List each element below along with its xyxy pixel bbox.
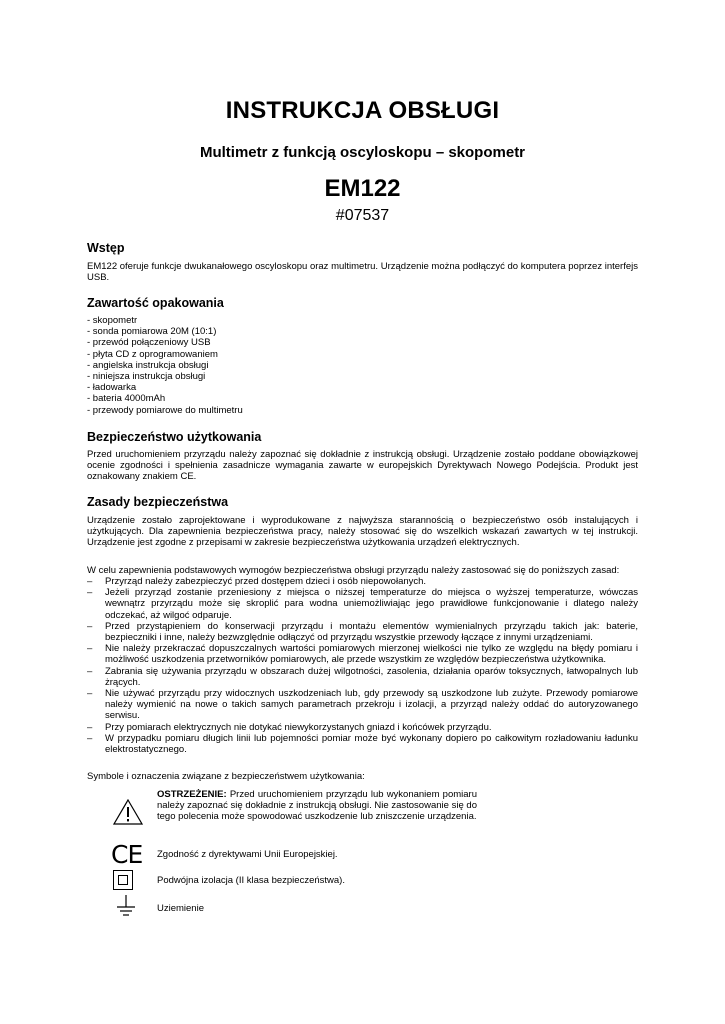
product-code: #07537 [335, 207, 390, 224]
usage-safety-heading: Bezpieczeństwo użytkowania [87, 430, 262, 444]
list-item [87, 643, 638, 665]
list-item: - przewody pomiarowe do multimetru [87, 404, 243, 416]
list-item: - ładowarka [87, 382, 137, 394]
list-item: - bateria 4000mAh [87, 393, 166, 405]
list-item: - niniejsza instrukcja obsługi [87, 371, 206, 383]
safety-rules-list [87, 576, 638, 755]
safety-rules-text: Urządzenie zostało zaprojektowane i wyprodukowane z najwyższa starannością o bezpieczeństwo osób instalujących i użytkujących. Dla zapewnienia bezpieczeństwa pracy, należy stosować się do wszelkich wskazań zawartych w tej instrukcji. Urządzenie jest zgodne z przepisami w zakresie bezpieczeństwa użytkowania urządzeń elektrycznych. [87, 515, 638, 549]
safety-rules-heading: Zasady bezpieczeństwa [87, 495, 229, 509]
dash-bullet: – [87, 587, 93, 599]
document-title: INSTRUKCJA OBSŁUGI [225, 97, 500, 124]
dash-bullet: – [87, 576, 93, 587]
warning-triangle-icon [113, 799, 143, 825]
double-insulation-icon [113, 870, 133, 890]
contents-heading: Zawartość opakowania [87, 296, 224, 310]
rule-text: Zabrania się używania przyrządu w obszarach dużej wilgotności, zasolenia, działania oparów toksycznych, łatwopalnych lub żrących. [105, 665, 638, 688]
rule-text: Przyrząd należy zabezpieczyć przed dostępem dzieci i osób niepowołanych. [105, 576, 427, 587]
rule-text: Przed przystąpieniem do konserwacji przyrządu i montażu elementów wymienialnych przyrządu takich jak: baterie, bezpieczniki i inne, należy bezwzględnie odłączyć od przyrządu wszystkie przewody łączące z innymi urządzeniami. [105, 620, 638, 644]
intro-heading: Wstęp [87, 241, 125, 255]
dash-bullet: – [87, 665, 93, 677]
dash-bullet: – [87, 620, 93, 632]
model-name: EM122 [324, 175, 401, 202]
ground-icon [115, 894, 137, 918]
list-item [87, 621, 638, 643]
list-item [87, 733, 638, 755]
ground-description: Uziemienie [157, 903, 204, 914]
dash-bullet: – [87, 732, 93, 744]
contents-list [87, 315, 243, 416]
list-item [87, 666, 638, 688]
ce-description: Zgodność z dyrektywami Unii Europejskiej. [157, 849, 338, 860]
double-insulation-description: Podwójna izolacja (II klasa bezpieczeństwa). [157, 875, 345, 886]
list-item [87, 576, 638, 587]
rule-text: Przy pomiarach elektrycznych nie dotykać niewykorzystanych gniazd i końcówek przyrządu. [105, 721, 492, 733]
safety-rules-lead: W celu zapewnienia podstawowych wymogów bezpieczeństwa obsługi przyrządu należy zastosować się do poniższych zasad: [87, 565, 620, 576]
rule-text: W przypadku pomiaru długich linii lub pojemności pomiar może być wykonany dopiero po całkowitym rozładowaniu ładunku elektrostatycznego. [105, 732, 638, 756]
rule-text: Nie używać przyrządu przy widocznych uszkodzeniach lub, gdy przewody są uszkodzone lub zużyte. Przewody pomiarowe należy wymienić na nowe o takich samych parametrach przekroju i izolacji, a przyrząd należy oddać do autoryzowanego serwisu. [105, 688, 638, 722]
rule-text: Jeżeli przyrząd zostanie przeniesiony z miejsca o niższej temperaturze do miejsca o wyższej temperaturze, wówczas wewnątrz przyrządu może się skroplić para wodna uniemożliwiając jego prawidłowe funkcjonowanie i dlatego należy odczekać, aż wilgoć odparuje. [105, 587, 638, 621]
dash-bullet: – [87, 643, 93, 655]
warning-description [157, 789, 477, 823]
usage-safety-text: Przed uruchomieniem przyrządu należy zapoznać się dokładnie z instrukcją obsługi. Urządzenie zostało poddane obowiązkowej ocenie zgodności i spełnienia zasadnicze wymagania zawarte w europejskich Dyrektywach Nowego Podejścia. Produkt jest oznakowany znakiem CE. [87, 449, 638, 483]
list-item: - przewód połączeniowy USB [87, 337, 211, 349]
list-item: - sonda pomiarowa 20M (10:1) [87, 326, 217, 338]
list-item: - skopometr [87, 315, 138, 326]
warning-text: Przed uruchomieniem przyrządu lub wykonaniem pomiaru należy zapoznać się dokładnie z instrukcją obsługi. Nie zastosowanie się do tego polecenia może spowodować uszkodzenie lub zniszczenie urządzenia. [157, 789, 477, 823]
ce-mark-icon: CE [111, 840, 143, 869]
list-item [87, 587, 638, 621]
intro-text: EM122 oferuje funkcje dwukanałowego oscyloskopu oraz multimetru. Urządzenie można podłączyć do komputera poprzez interfejs USB. [87, 261, 638, 284]
dash-bullet: – [87, 688, 93, 700]
document-subtitle: Multimetr z funkcją oscyloskopu – skopometr [199, 144, 526, 161]
list-item [87, 688, 638, 722]
dash-bullet: – [87, 721, 93, 733]
warning-label: OSTRZEŻENIE: [157, 789, 227, 800]
rule-text: Nie należy przekraczać dopuszczalnych wartości pomiarowych mierzonej wielkości nie tylko ze względu na błędy pomiaru i możliwość uszkodzenia przetworników pomiarowych, ale przede wszystkim ze względów bezpieczeństwa użytkownika. [105, 643, 638, 666]
list-item: - płyta CD z oprogramowaniem [87, 348, 218, 360]
list-item: - angielska instrukcja obsługi [87, 359, 209, 371]
list-item [87, 722, 638, 733]
symbols-lead: Symbole i oznaczenia związane z bezpieczeństwem użytkowania: [87, 771, 365, 782]
